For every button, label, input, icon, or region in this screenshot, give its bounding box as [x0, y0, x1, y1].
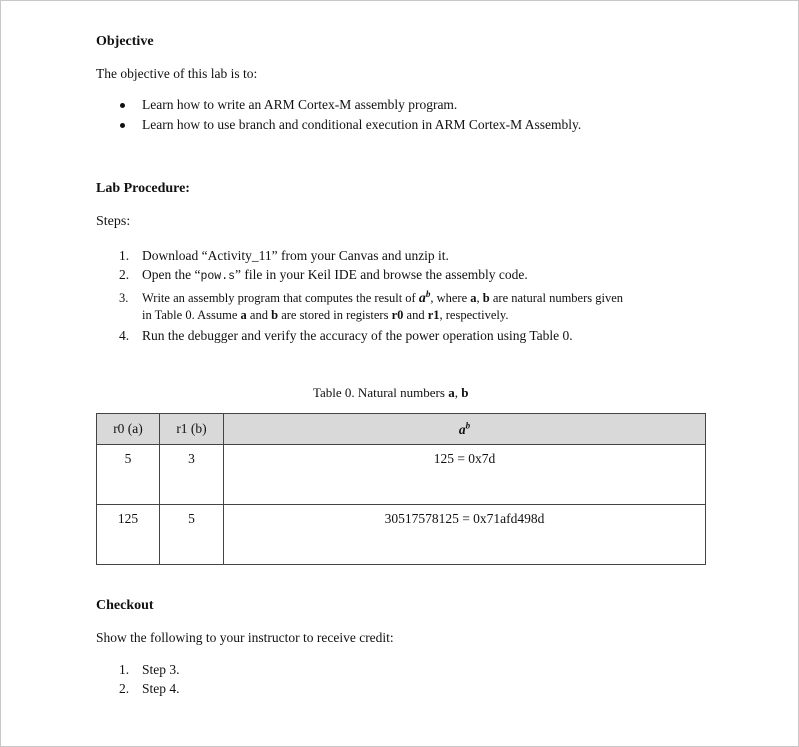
procedure-heading: Lab Procedure:	[96, 181, 190, 196]
table-row	[97, 505, 706, 565]
bullet-dot-icon	[120, 123, 125, 128]
step-3-line-1: Write an assembly program that computes the result of $a^b$, where a, b are natural numbers given	[142, 289, 624, 307]
checkout-item-1: Step 3.	[142, 662, 180, 677]
objective-bullet-2: Learn how to use branch and conditional execution in ARM Cortex-M Assembly.	[142, 117, 582, 132]
steps-label: Steps:	[96, 214, 131, 229]
objective-intro: The objective of this lab is to:	[96, 66, 258, 81]
code-filename: pow.s	[200, 270, 235, 283]
table-row	[97, 445, 706, 505]
step-2-number: 2.	[119, 267, 130, 282]
step-1-text: Download “Activity_11” from your Canvas and unzip it.	[142, 248, 449, 263]
checkout-heading: Checkout	[96, 598, 154, 613]
checkout-item-1-number: 1.	[119, 662, 130, 677]
cell-result: 125 = 0x7d	[224, 445, 706, 505]
header-r1: r1 (b)	[160, 414, 224, 445]
bullet-dot-icon	[120, 103, 125, 108]
cell-result: 30517578125 = 0x71afd498d	[224, 505, 706, 565]
natural-numbers-table	[96, 413, 706, 565]
step-3-number: 3.	[119, 291, 129, 305]
objective-bullet-1: Learn how to write an ARM Cortex-M assembly program.	[142, 97, 458, 112]
objective-heading: Objective	[96, 34, 154, 49]
table-header-row	[97, 414, 706, 445]
step-3-line-2: in Table 0. Assume a and b are stored in registers r0 and r1, respectively.	[142, 308, 509, 322]
header-result: $a^b$	[224, 414, 706, 445]
cell-r0: 5	[97, 445, 160, 505]
cell-r1: 3	[160, 445, 224, 505]
step-4-text: Run the debugger and verify the accuracy of the power operation using Table 0.	[142, 328, 573, 343]
header-r0: r0 (a)	[97, 414, 160, 445]
cell-r1: 5	[160, 505, 224, 565]
step-1-number: 1.	[119, 248, 130, 263]
checkout-intro: Show the following to your instructor to receive credit:	[96, 630, 394, 645]
checkout-item-2: Step 4.	[142, 681, 180, 696]
cell-r0: 125	[97, 505, 160, 565]
checkout-item-2-number: 2.	[119, 681, 130, 696]
step-2-text: Open the “pow.s” file in your Keil IDE and browse the assembly code.	[142, 267, 528, 283]
table-caption: Table 0. Natural numbers a, b	[313, 385, 469, 400]
step-4-number: 4.	[119, 328, 130, 343]
